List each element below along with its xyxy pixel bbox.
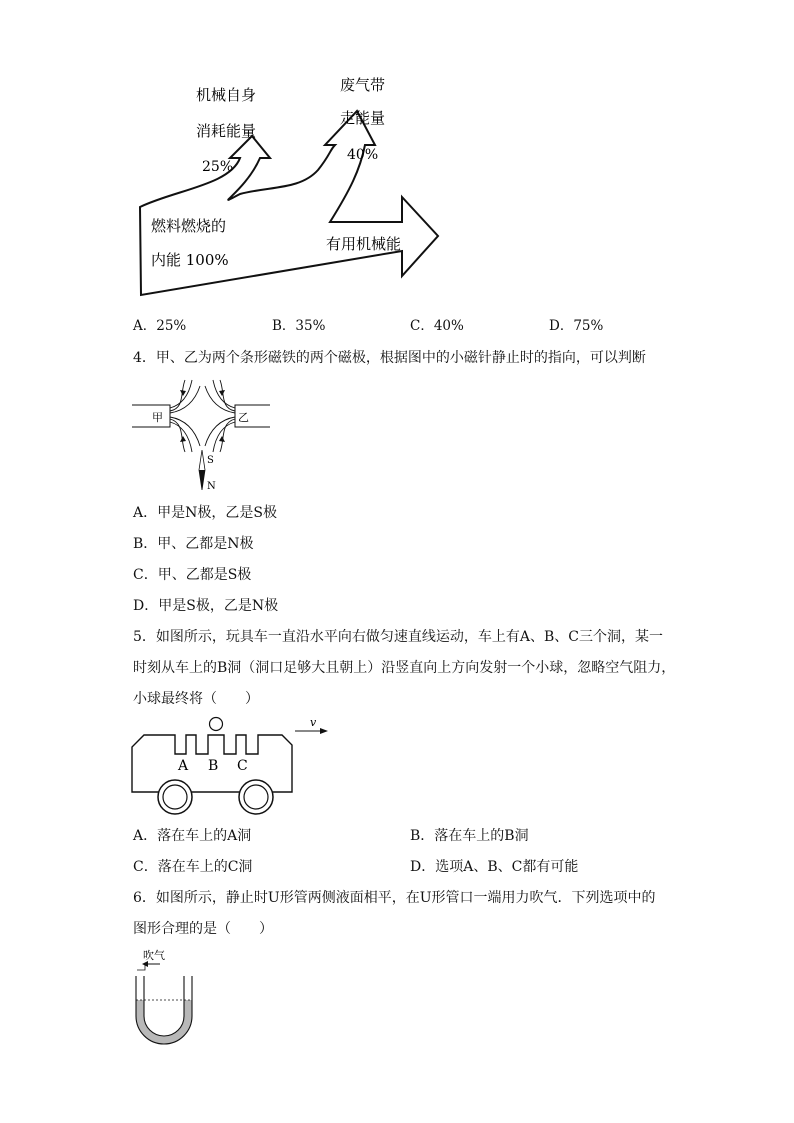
q3-option-a: A．25% [133, 318, 187, 334]
q4-option-d: D．甲是S极，乙是N极 [133, 598, 279, 614]
exhaust-pct: 40% [347, 147, 379, 163]
energy-flow-diagram [0, 0, 794, 310]
hole-a-label: A [178, 758, 189, 774]
u-tube-inner [144, 976, 184, 1036]
input-line1: 燃料燃烧的 [151, 217, 227, 235]
q5-stem-line3: 小球最终将（ ） [133, 691, 259, 707]
q4-option-a: A．甲是N极，乙是S极 [133, 505, 277, 521]
useful-energy: 有用机械能 [326, 235, 402, 253]
self-loss-pct: 25% [202, 159, 234, 175]
q4-option-b: B．甲、乙都是N极 [133, 536, 254, 552]
hole-b-label: B [208, 758, 219, 774]
magnet-right-label: 乙 [238, 411, 249, 424]
q5-option-b: B．落在车上的B洞 [410, 828, 529, 844]
q5-stem-line2: 时刻从车上的B洞（洞口足够大且朝上）沿竖直向上方向发射一个小球，忽略空气阻力， [133, 660, 676, 676]
q3-option-b: B．35% [272, 318, 326, 334]
self-loss-line1: 机械自身 [196, 86, 257, 104]
q3-option-d: D．75% [549, 318, 604, 334]
hole-c-label: C [237, 758, 248, 774]
magnet-left-label: 甲 [152, 411, 163, 424]
exhaust-line1: 废气带 [340, 76, 386, 94]
q3-option-c: C．40% [410, 318, 464, 334]
q5-stem-line1: 5．如图所示，玩具车一直沿水平向右做匀速直线运动，车上有A、B、C三个洞，某一 [133, 629, 664, 645]
q4-option-c: C．甲、乙都是S极 [133, 567, 252, 583]
needle-n-label: N [207, 481, 216, 492]
q6-stem-line1: 6．如图所示，静止时U形管两侧液面相平，在U形管口一端用力吹气．下列选项中的 [133, 890, 656, 906]
input-line2: 内能 100% [151, 251, 229, 269]
toy-car-figure [130, 712, 335, 817]
q5-option-d: D．选项A、B、C都有可能 [410, 859, 579, 875]
velocity-label: v [310, 716, 317, 729]
exhaust-line2: 走能量 [340, 109, 386, 127]
ball [210, 718, 223, 731]
q4-stem: 4．甲、乙为两个条形磁铁的两个磁极，根据图中的小磁针静止时的指向，可以判断 [133, 350, 646, 366]
q6-stem-line2: 图形合理的是（ ） [133, 921, 273, 937]
self-loss-line2: 消耗能量 [196, 122, 257, 140]
needle-s-label: S [207, 455, 214, 466]
blow-label: 吹气 [143, 949, 165, 962]
q5-option-a: A．落在车上的A洞 [133, 828, 252, 844]
magnet-field-figure [130, 378, 275, 493]
q5-option-c: C．落在车上的C洞 [133, 859, 253, 875]
u-tube-figure [130, 946, 200, 1046]
